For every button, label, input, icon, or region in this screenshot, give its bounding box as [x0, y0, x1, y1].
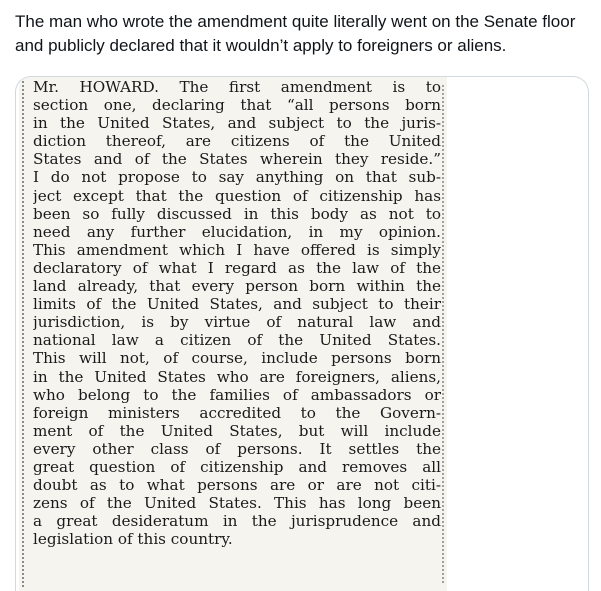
clipping-line: diction thereof, are citizens of the United: [33, 132, 441, 151]
clipping-line: States and of the States wherein they reside.”: [33, 150, 441, 169]
clipping-line: limits of the United States, and subject to their: [33, 295, 441, 314]
clipping-text: [33, 78, 441, 548]
clipping-line: ment of the United States, but will include: [33, 421, 441, 440]
clipping-line: foreign ministers accredited to the Govern-: [33, 403, 441, 422]
clipping-left-edge: [22, 81, 26, 587]
clipping-line: in the United States who are foreigners, aliens,: [33, 367, 441, 386]
post-text: The man who wrote the amendment quite literally went on the Senate floor and publicly declared that it wouldn’t apply to foreigners or aliens.: [15, 12, 576, 55]
clipping-line: great question of citizenship and removes all: [33, 457, 441, 476]
post-media-image[interactable]: [15, 76, 589, 591]
clipping-line: who belong to the families of ambassadors or: [33, 385, 441, 404]
clipping-line: need any further elucidation, in my opinion.: [33, 222, 441, 241]
clipping-line: declaratory of what I regard as the law of the: [33, 258, 441, 277]
clipping-line: land already, that every person born within the: [33, 277, 441, 296]
clipping-line: legislation of this country.: [33, 530, 233, 549]
clipping-line: Mr. HOWARD. The first amendment is to: [33, 78, 441, 96]
clipping-line: jurisdiction, is by virtue of natural law and: [33, 313, 441, 332]
clipping-line: zens of the United States. This has long been: [33, 494, 441, 513]
clipping-line: in the United States, and subject to the juris-: [33, 114, 441, 133]
clipping-line: This will not, of course, include persons born: [33, 349, 441, 368]
clipping-line: I do not propose to say anything on that sub-: [33, 168, 441, 187]
clipping-line: doubt as to what persons are or are not citi-: [33, 476, 441, 495]
clipping-line: national law a citizen of the United States.: [33, 331, 441, 350]
clipping-line: This amendment which I have offered is simply: [33, 240, 441, 259]
clipping-line: been so fully discussed in this body as not to: [33, 204, 441, 223]
clipping-line: section one, declaring that “all persons born: [33, 96, 441, 115]
newspaper-clipping: [19, 77, 447, 591]
clipping-line: ject except that the question of citizenship has: [33, 186, 441, 205]
clipping-line: a great desideratum in the jurisprudence and: [33, 512, 441, 531]
clipping-line: every other class of persons. It settles the: [33, 439, 441, 458]
